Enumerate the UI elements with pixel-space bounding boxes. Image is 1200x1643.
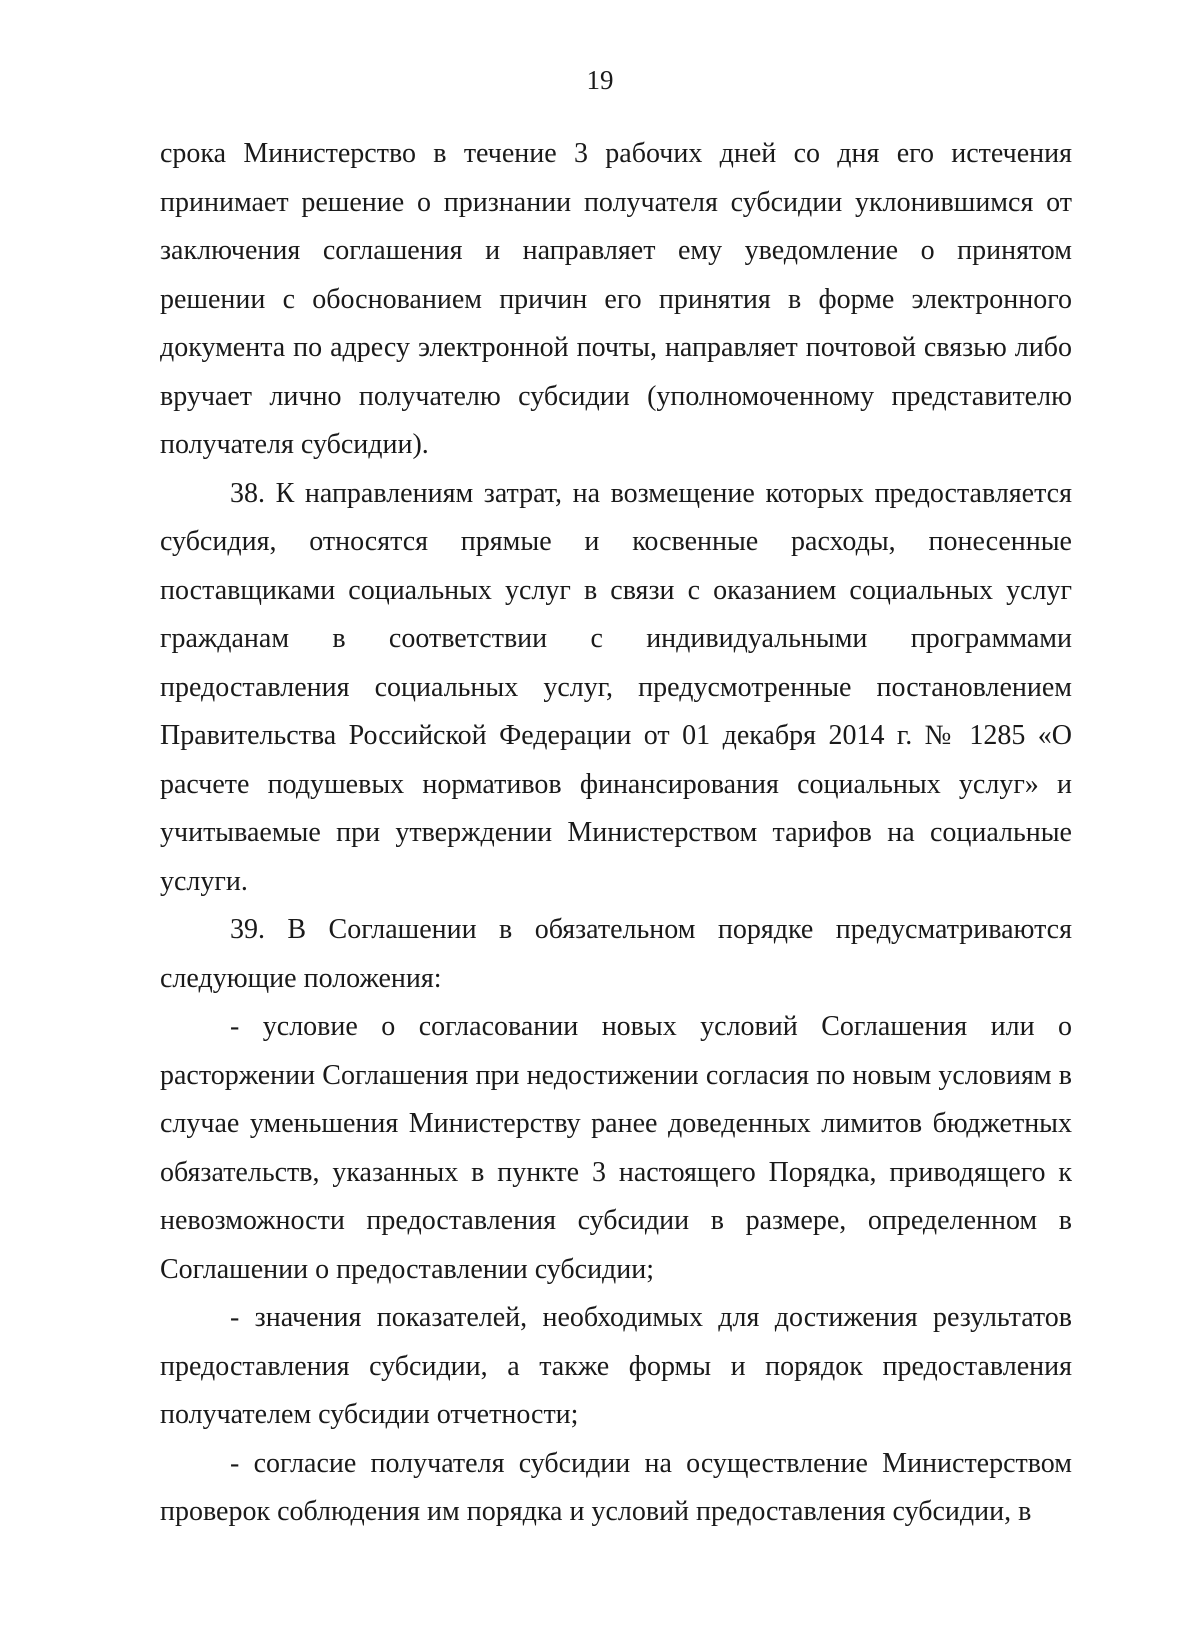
document-body: [160, 130, 1072, 1537]
list-item: - значения показателей, необходимых для достижения результатов предоставления субсидии, а также формы и порядок предоставления получателем субсидии отчетности;: [160, 1302, 1072, 1430]
list-item: - условие о согласовании новых условий Соглашения или о расторжении Соглашения при недостижении согласия по новым условиям в случае уменьшения Министерству ранее доведенных лимитов бюджетных обязательств, указанных в пункте 3 настоящего Порядка, приводящего к невозможности предоставления субсидии в размере, определенном в Соглашении о предоставлении субсидии;: [160, 1011, 1072, 1285]
list-item: - согласие получателя субсидии на осуществление Министерством проверок соблюдения им порядка и условий предоставления субсидии, в: [160, 1447, 1072, 1527]
page-number: 19: [586, 65, 614, 95]
paragraph-39: 39. В Соглашении в обязательном порядке предусматриваются следующие положения:: [160, 914, 1072, 994]
paragraph-continuation: срока Министерство в течение 3 рабочих дней со дня его истечения принимает решение о признании получателя субсидии уклонившимся от заключения соглашения и направляет ему уведомление о принятом решении с обоснованием причин его принятия в форме электронного документа по адресу электронной почты, направляет почтовой связью либо вручает лично получателю субсидии (уполномоченному представителю получателя субсидии).: [160, 138, 1072, 460]
paragraph-38: 38. К направлениям затрат, на возмещение которых предоставляется субсидия, относятся прямые и косвенные расходы, понесенные поставщиками социальных услуг в связи с оказанием социальных услуг гражданам в соответствии с индивидуальными программами предоставления социальных услуг, предусмотренные постановлением Правительства Российской Федерации от 01 декабря 2014 г. № 1285 «О расчете подушевых нормативов финансирования социальных услуг» и учитываемые при утверждении Министерством тарифов на социальные услуги.: [160, 477, 1072, 897]
